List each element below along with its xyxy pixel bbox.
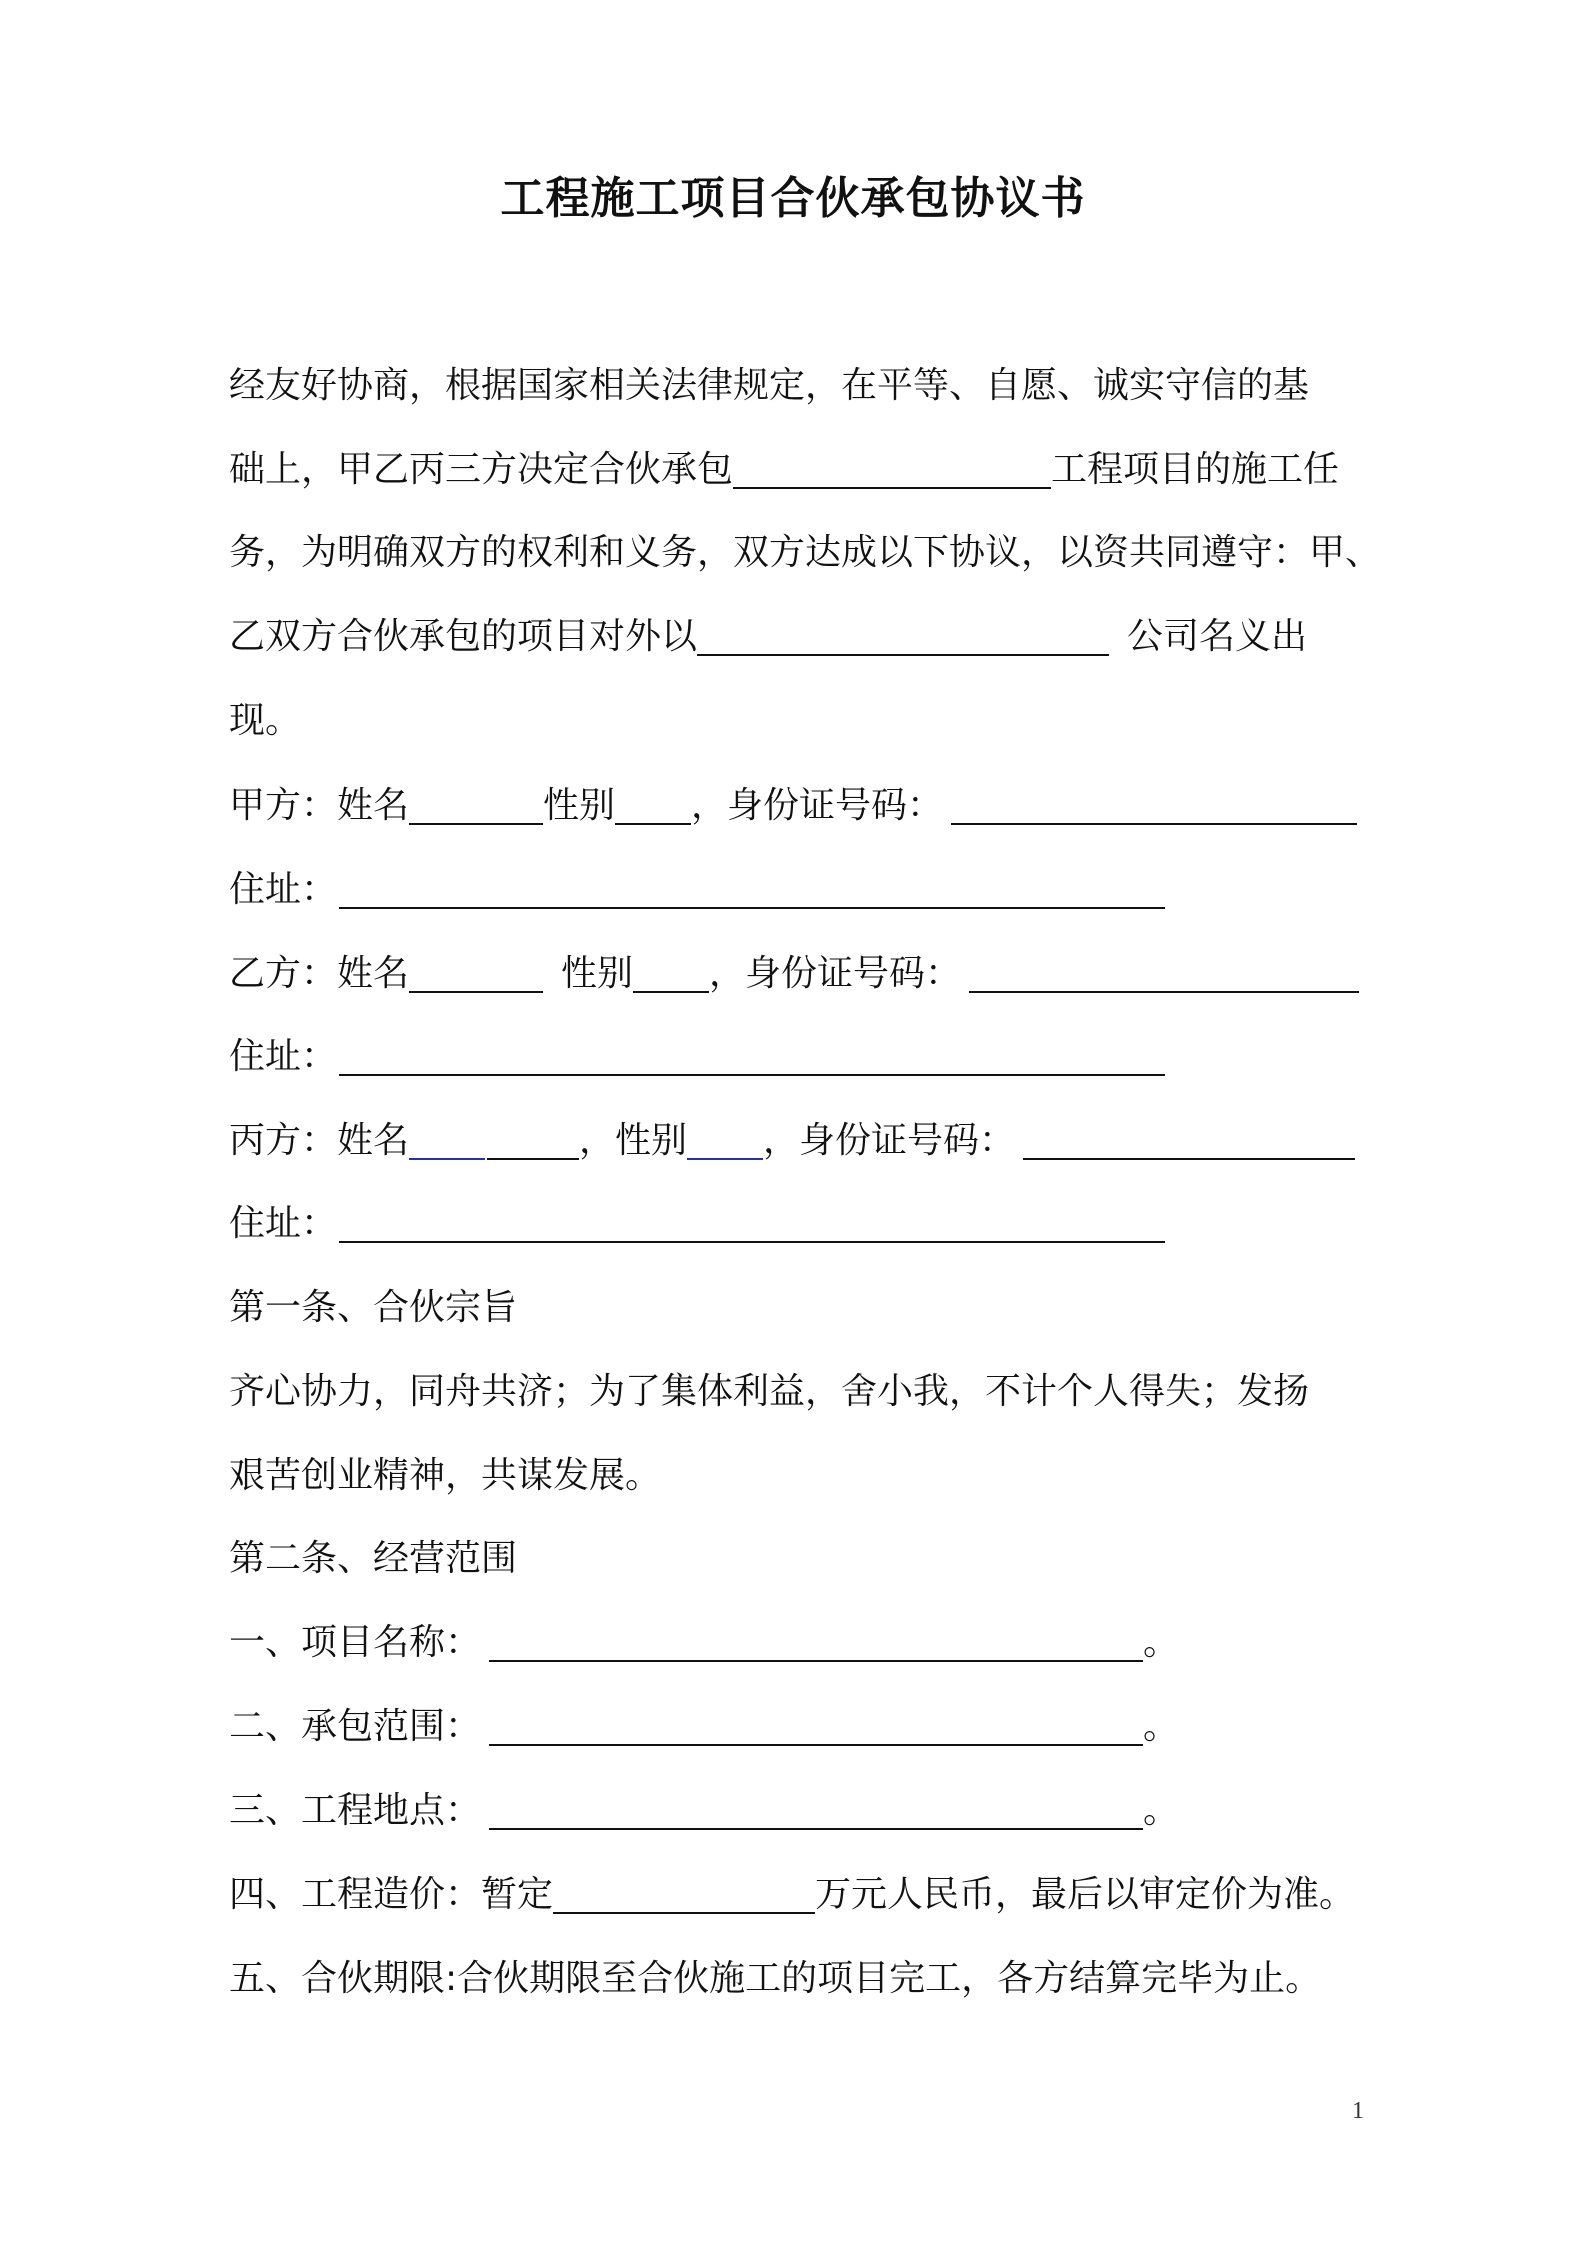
party-b-address-line [229, 1033, 1165, 1081]
party-a-line [229, 782, 1357, 830]
intro-text-5: 现。 [229, 700, 302, 741]
item-2-label: 二、承包范围： [229, 1706, 482, 1747]
intro-line-5 [229, 697, 301, 745]
intro-line-4 [229, 613, 1307, 661]
party-b-line [229, 950, 1359, 998]
party-c-gender-blank[interactable] [687, 1118, 763, 1160]
intro-line-1 [229, 362, 1309, 410]
party-a-id-blank[interactable] [951, 783, 1357, 825]
article-1-heading [229, 1284, 517, 1332]
item-4-label: 四、工程造价：暂定 [229, 1874, 554, 1915]
party-a-name-blank[interactable] [409, 783, 543, 825]
party-b-address-label: 住址： [229, 1036, 338, 1077]
article-2-item-1 [229, 1619, 1179, 1667]
party-b-name-blank[interactable] [409, 951, 543, 993]
item-4-blank[interactable] [553, 1872, 815, 1914]
article-1-heading-text: 第一条、合伙宗旨 [229, 1287, 518, 1328]
intro-line-2 [229, 446, 1339, 494]
item-1-blank[interactable] [489, 1620, 1143, 1662]
article-1-line-2 [229, 1452, 661, 1500]
party-c-address-blank[interactable] [339, 1201, 1165, 1243]
party-c-name-blank[interactable] [487, 1118, 579, 1160]
intro-text-4a: 乙双方合伙承包的项目对外以 [229, 616, 698, 657]
party-a-gender-blank[interactable] [615, 783, 691, 825]
party-c-address-label: 住址： [229, 1203, 338, 1244]
item-4-tail: 万元人民币，最后以审定价为准。 [815, 1874, 1356, 1915]
party-c-gender-label: ，性别 [579, 1120, 688, 1161]
article-2-heading [229, 1535, 517, 1583]
item-1-end: 。 [1143, 1622, 1180, 1663]
party-a-name-label: 甲方：姓名 [229, 785, 410, 826]
item-3-label: 三、工程地点： [229, 1790, 482, 1831]
party-c-id-label: ，身份证号码： [763, 1120, 1016, 1161]
article-2-item-4 [229, 1871, 1355, 1919]
article-1-text-1: 齐心协力，同舟共济；为了集体利益，舍小我，不计个人得失；发扬 [229, 1371, 1310, 1412]
item-3-blank[interactable] [489, 1788, 1143, 1830]
party-c-id-blank[interactable] [1023, 1118, 1355, 1160]
article-2-item-5 [229, 1955, 1321, 2003]
intro-text-4b: 公司名义出 [1127, 616, 1308, 657]
item-5-text: 五、合伙期限:合伙期限至合伙施工的项目完工，各方结算完毕为止。 [229, 1958, 1322, 1999]
party-a-id-label: ，身份证号码： [691, 785, 944, 826]
item-2-blank[interactable] [489, 1704, 1143, 1746]
company-name-blank[interactable] [697, 614, 1109, 656]
intro-text-2b: 工程项目的施工任 [1051, 449, 1340, 490]
page-number: 1 [1352, 2098, 1364, 2124]
intro-line-3 [229, 529, 1381, 577]
party-a-address-label: 住址： [229, 869, 338, 910]
item-3-end: 。 [1143, 1790, 1180, 1831]
article-1-line-1 [229, 1368, 1309, 1416]
party-c-name-label: 丙方：姓名 [229, 1120, 410, 1161]
party-c-address-line [229, 1200, 1165, 1248]
intro-text-2a: 础上，甲乙丙三方决定合伙承包 [229, 449, 734, 490]
project-name-blank[interactable] [733, 447, 1051, 489]
party-a-gender-label: 性别 [543, 785, 616, 826]
party-b-id-blank[interactable] [969, 951, 1359, 993]
party-b-gender-label: 性别 [561, 953, 634, 994]
party-c-line [229, 1117, 1355, 1165]
party-c-name-blank-blue[interactable] [409, 1118, 485, 1160]
item-2-end: 。 [1143, 1706, 1180, 1747]
intro-text-3: 务，为明确双方的权利和义务，双方达成以下协议，以资共同遵守：甲、 [229, 532, 1382, 573]
party-b-name-label: 乙方：姓名 [229, 953, 410, 994]
intro-text-1: 经友好协商，根据国家相关法律规定，在平等、自愿、诚实守信的基 [229, 365, 1310, 406]
article-1-text-2: 艰苦创业精神，共谋发展。 [229, 1455, 662, 1496]
article-2-item-2 [229, 1703, 1179, 1751]
party-a-address-blank[interactable] [339, 867, 1165, 909]
party-b-gender-blank[interactable] [633, 951, 709, 993]
article-2-heading-text: 第二条、经营范围 [229, 1538, 518, 1579]
document-title: 工程施工项目合伙承包协议书 [500, 173, 1086, 224]
article-2-item-3 [229, 1787, 1179, 1835]
item-1-label: 一、项目名称： [229, 1622, 482, 1663]
party-b-id-label: ，身份证号码： [709, 953, 962, 994]
party-a-address-line [229, 866, 1165, 914]
party-b-address-blank[interactable] [339, 1034, 1165, 1076]
